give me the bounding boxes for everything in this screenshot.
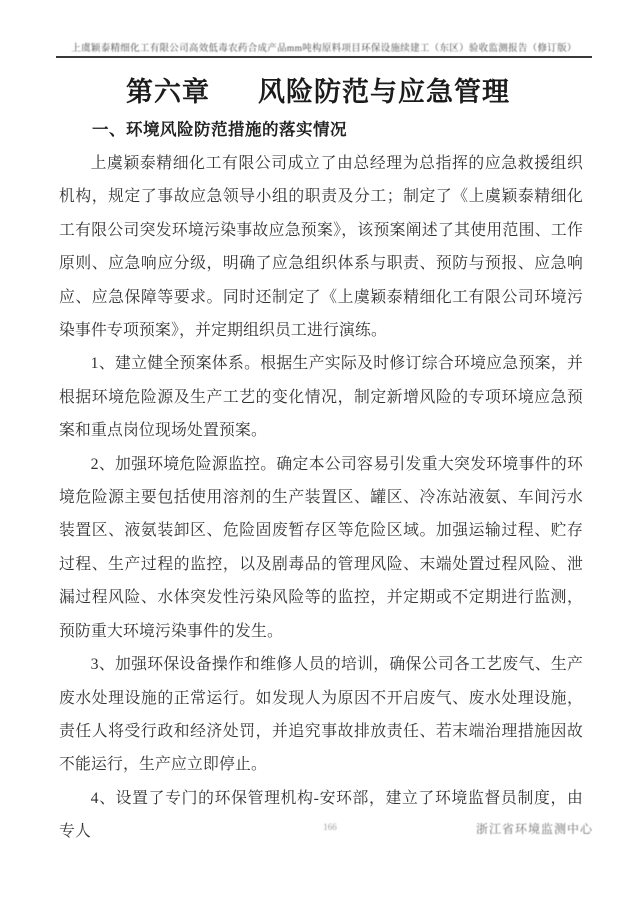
chapter-name: 风险防范与应急管理 (258, 77, 510, 107)
paragraph-item-3: 3、加强环保设备操作和维修人员的培训，确保公司各工艺废气、生产废水处理设施的正常运行。如发现人为原因不开启废气、废水处理设施，责任人将受行政和经济处罚，并追究事故排放责任、若末端治理措施因故不能运行，生产应立即停止。 (59, 656, 583, 774)
paragraph-item-4: 4、设置了专门的环保管理机构-安环部，建立了环境监督员制度，由专人 (59, 789, 583, 841)
footer-organization: 浙江省环境监测中心 (475, 822, 593, 836)
header-divider (56, 56, 592, 58)
paragraph-item-2: 2、加强环境危险源监控。确定本公司容易引发重大突发环境事件的环境危险源主要包括使用溶剂的生产装置区、罐区、冷冻站液氨、车间污水装置区、液氨装卸区、危险固废暂存区等危险区域。加强运输过程、贮存过程、生产过程的监控，以及剧毒品的管理风险、末端处置过程风险、泄漏过程风险、水体突发性污染风险等的监控，并定期或不定期进行监测，预防重大环境污染事件的发生。 (59, 455, 583, 640)
page-number: 166 (323, 822, 337, 832)
running-header-text: 上虞颖泰精细化工有限公司高效低毒农药合成产品mm吨构原料项目环保设施续建工（东区）验收监测报告（修订版） (71, 44, 577, 54)
chapter-title (0, 70, 636, 109)
paragraph-intro: 上虞颖泰精细化工有限公司成立了由总经理为总指挥的应急救援组织机构，规定了事故应急领导小组的职责及分工；制定了《上虞颖泰精细化工有限公司突发环境污染事故应急预案》，该预案阐述了其使用范围、工作原则、应急响应分级，明确了应急组织体系与职责、预防与预报、应急响应、应急保障等要求。同时还制定了《上虞颖泰精细化工有限公司环境污染事件专项预案》，并定期组织员工进行演练。 (59, 155, 583, 340)
body-text-block (59, 147, 583, 849)
paragraph-item-1: 1、建立健全预案体系。根据生产实际及时修订综合环境应急预案，并根据环境危险源及生产工艺的变化情况，制定新增风险的专项环境应急预案和重点岗位现场处置预案。 (59, 355, 583, 440)
chapter-number: 第六章 (126, 77, 210, 107)
section-heading: 一、环境风险防范措施的落实情况 (92, 121, 347, 139)
